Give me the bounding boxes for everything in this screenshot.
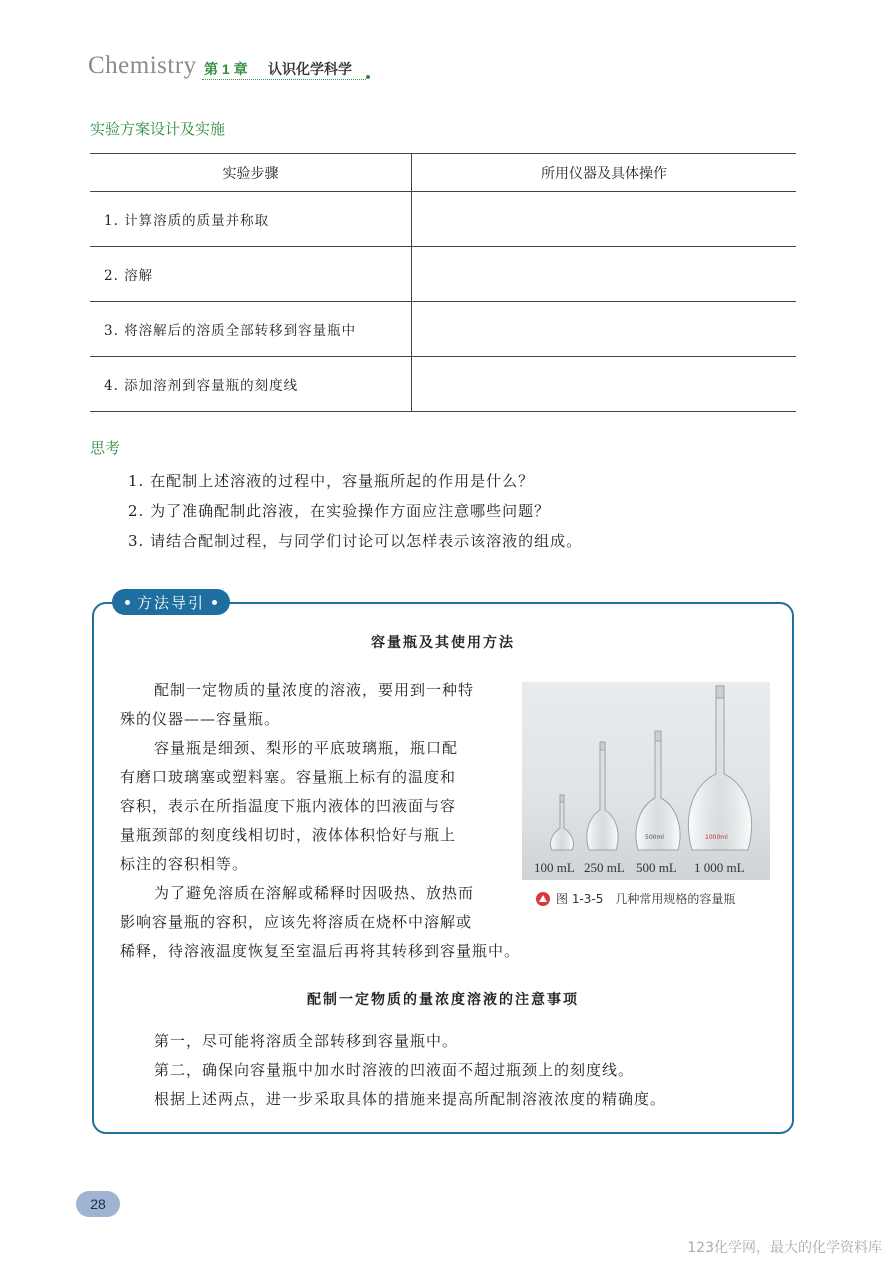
method-guide-label: 方法导引 (136, 593, 205, 612)
flasks-illustration (522, 682, 770, 880)
flask-1000ml-label: 1000ml (705, 834, 728, 841)
operation-cell (412, 357, 797, 412)
volume-label: 250 mL (584, 860, 625, 875)
para3-line: 稀释，待溶液温度恢复至室温后再将其转移到容量瓶中。 (120, 942, 521, 960)
note-line: 第一，尽可能将溶质全部转移到容量瓶中。 (154, 1032, 459, 1050)
design-section-title: 实验方案设计及实施 (90, 121, 226, 138)
step-cell: 4. 添加溶剂到容量瓶的刻度线 (90, 357, 412, 412)
step-cell: 3. 将溶解后的溶质全部转移到容量瓶中 (90, 302, 412, 357)
figure-caption-text: 图 1-3-5 几种常用规格的容量瓶 (556, 892, 736, 906)
para1-line: 配制一定物质的量浓度的溶液，要用到一种特 (154, 681, 475, 699)
bead-icon (212, 600, 217, 605)
list-item: 1. 在配制上述溶液的过程中，容量瓶所起的作用是什么？ (128, 472, 535, 490)
para2-line: 容量瓶是细颈、梨形的平底玻璃瓶，瓶口配 (154, 739, 459, 757)
list-item: 3. 请结合配制过程，与同学们讨论可以怎样表示该溶液的组成。 (128, 532, 583, 550)
bead-icon (125, 600, 130, 605)
flask-100ml (550, 795, 573, 850)
list-item: 2. 为了准确配制此溶液，在实验操作方面应注意哪些问题？ (128, 502, 551, 520)
flask-250ml (587, 742, 618, 850)
method-guide-tag (112, 589, 230, 615)
triangle-marker-icon (536, 892, 550, 906)
flask-500ml (636, 731, 680, 850)
think-section-title: 思考 (90, 440, 121, 457)
para2-line: 容积，表示在所指温度下瓶内液体的凹液面与容 (120, 797, 457, 815)
think-question-list (128, 466, 582, 556)
volume-labels (522, 860, 770, 880)
step-cell: 1. 计算溶质的质量并称取 (90, 192, 412, 247)
para2-line: 量瓶颈部的刻度线相切时，液体体积恰好与瓶上 (120, 826, 457, 844)
chapter-number: 第 1 章 (204, 61, 248, 77)
precautions-heading: 配制一定物质的量浓度溶液的注意事项 (307, 992, 579, 1008)
table-header-step: 实验步骤 (90, 154, 412, 192)
operation-cell (412, 302, 797, 357)
table-row (90, 192, 796, 247)
para1-line: 殊的仪器——容量瓶。 (120, 710, 281, 728)
para3-line: 为了避免溶质在溶解或稀释时因吸热、放热而 (154, 884, 475, 902)
volumetric-flasks-photo (522, 682, 770, 880)
table-header-operation: 所用仪器及具体操作 (412, 154, 797, 192)
header-dotted-rule (202, 79, 366, 80)
volume-label: 500 mL (636, 860, 677, 875)
para3-line: 影响容量瓶的容积，应该先将溶质在烧杯中溶解或 (120, 913, 473, 931)
flask-1000ml (688, 686, 751, 850)
step-cell: 2. 溶解 (90, 247, 412, 302)
operation-cell (412, 247, 797, 302)
flask-usage-heading: 容量瓶及其使用方法 (371, 635, 515, 651)
table-row (90, 302, 796, 357)
table-header-row (90, 154, 796, 192)
site-watermark: 123化学网，最大的化学资料库 (687, 1240, 882, 1256)
page-number-badge: 28 (76, 1191, 120, 1217)
operation-cell (412, 192, 797, 247)
para2-line: 有磨口玻璃塞或塑料塞。容量瓶上标有的温度和 (120, 768, 457, 786)
volume-label: 1 000 mL (694, 860, 745, 875)
flask-500ml-label: 500ml (645, 834, 664, 841)
figure-caption (536, 890, 735, 907)
volume-label: 100 mL (534, 860, 575, 875)
header-dot (366, 75, 370, 79)
table-row (90, 247, 796, 302)
note-line: 第二，确保向容量瓶中加水时溶液的凹液面不超过瓶颈上的刻度线。 (154, 1061, 635, 1079)
note-line: 根据上述两点，进一步采取具体的措施来提高所配制溶液浓度的精确度。 (154, 1090, 667, 1108)
running-header (88, 52, 388, 88)
chapter-title: 认识化学科学 (268, 61, 352, 77)
para2-line: 标注的容积相等。 (120, 855, 249, 873)
table-row (90, 357, 796, 412)
brand-title: Chemistry (88, 52, 197, 79)
experiment-steps-table (90, 153, 796, 412)
